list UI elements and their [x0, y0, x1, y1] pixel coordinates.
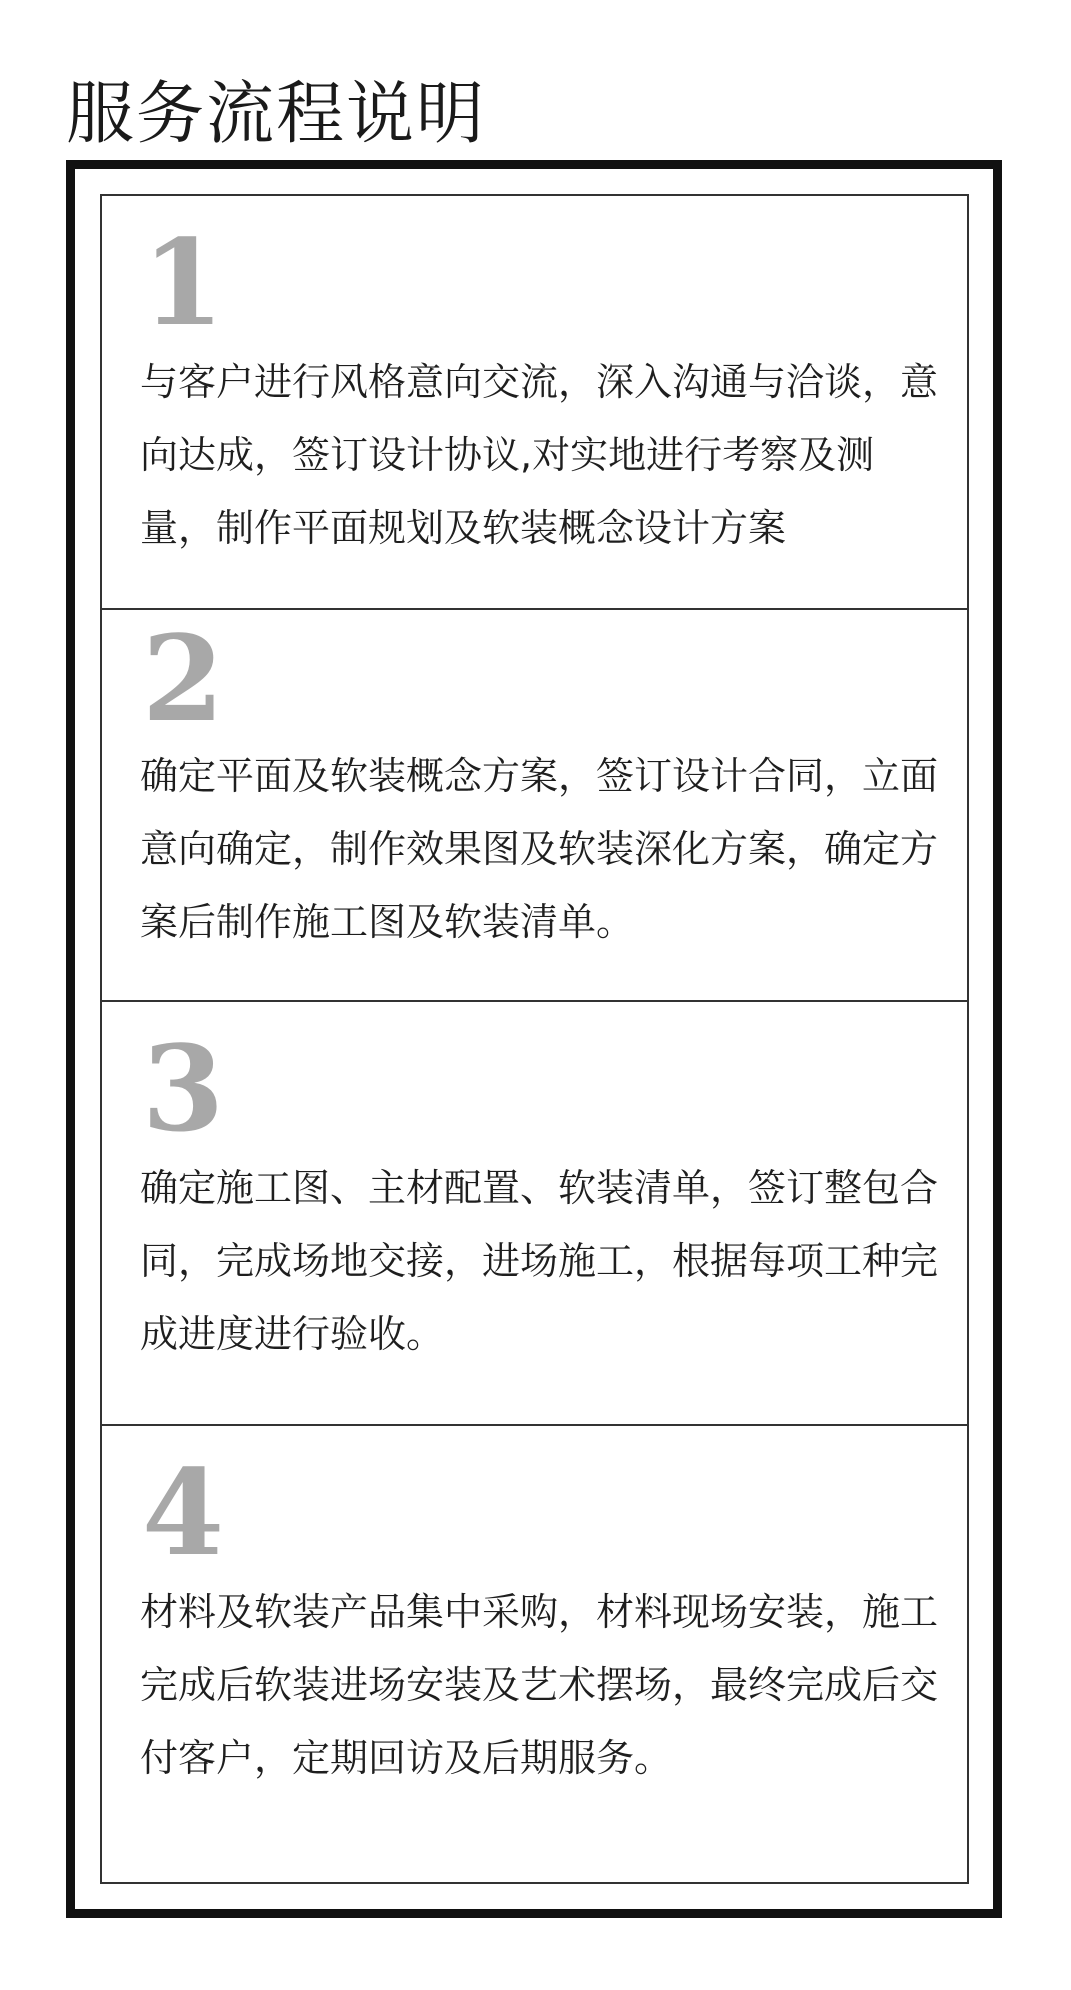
step-number: 1	[142, 213, 225, 352]
step-description: 确定施工图、主材配置、软装清单，签订整包合同，完成场地交接，进场施工，根据每项工种完成进度进行验收。	[140, 1166, 939, 1356]
step-3	[102, 1000, 967, 1424]
process-steps-panel	[100, 194, 969, 1884]
step-number: 3	[142, 1019, 225, 1158]
step-1	[102, 196, 967, 608]
step-number: 2	[142, 609, 225, 748]
step-description: 材料及软装产品集中采购，材料现场安装，施工完成后软装进场安装及艺术摆场，最终完成后交付客户，定期回访及后期服务。	[140, 1590, 939, 1780]
step-4	[102, 1424, 967, 1882]
step-2	[102, 608, 967, 1000]
step-number: 4	[142, 1443, 225, 1582]
step-description: 与客户进行风格意向交流，深入沟通与洽谈，意向达成，签订设计协议,对实地进行考察及测量，制作平面规划及软装概念设计方案	[140, 360, 939, 550]
page-title: 服务流程说明	[66, 75, 487, 154]
step-description: 确定平面及软装概念方案，签订设计合同，立面意向确定，制作效果图及软装深化方案，确定方案后制作施工图及软装清单。	[140, 754, 939, 944]
